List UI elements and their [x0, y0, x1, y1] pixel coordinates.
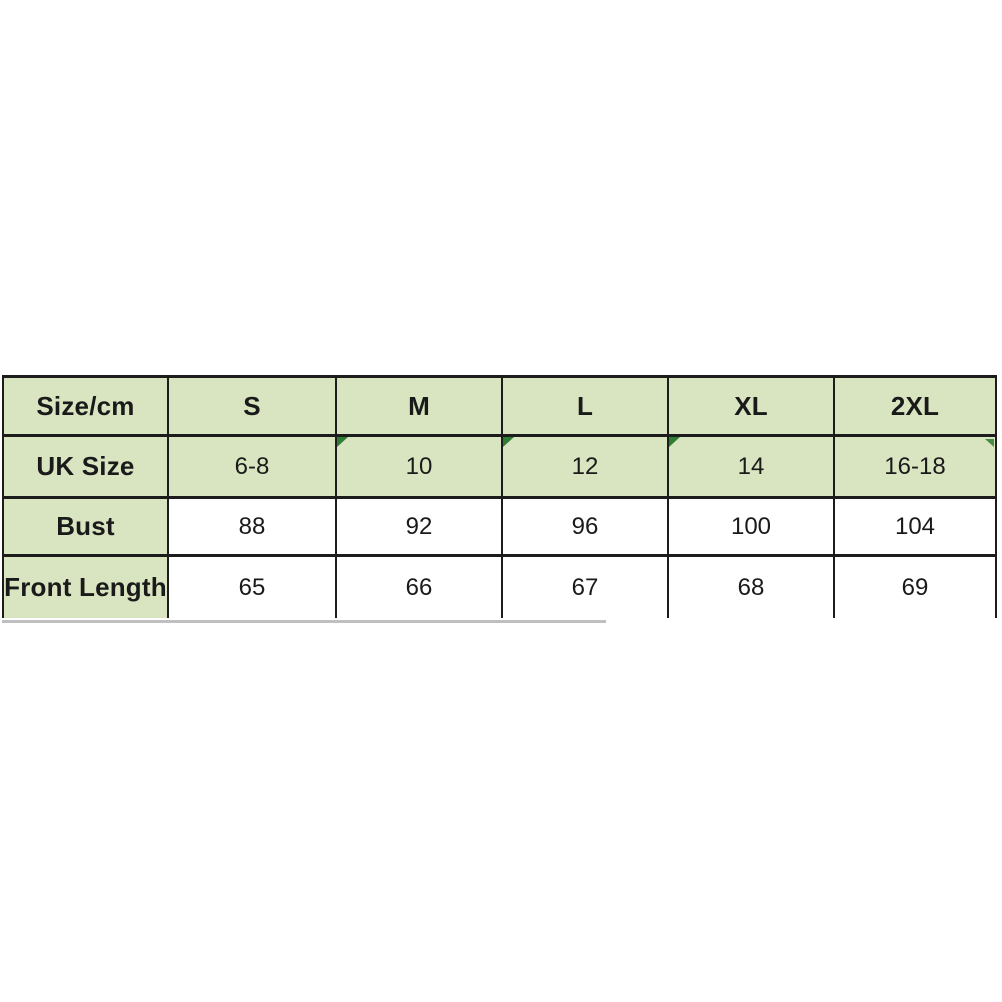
cell-front-length-s [169, 557, 337, 618]
cell-bust-m [337, 499, 503, 557]
cell-value: 92 [405, 512, 433, 540]
cell-flag-icon [337, 437, 348, 447]
cell-value: 104 [894, 512, 936, 540]
cell-value: 65 [238, 573, 266, 601]
cell-value: 14 [737, 452, 765, 480]
header-cell-title [4, 378, 169, 437]
cell-value: 69 [901, 573, 929, 601]
cell-value: 68 [737, 573, 765, 601]
cell-bust-xl [669, 499, 835, 557]
row-label-bust [4, 499, 169, 557]
row-label-uk-size [4, 437, 169, 499]
cell-bust-2xl [835, 499, 995, 557]
column-label-2xl: 2XL [890, 390, 940, 421]
cell-value: 12 [571, 452, 599, 480]
column-label-l: L [576, 390, 594, 421]
cell-uk-size-s [169, 437, 337, 499]
cell-front-length-xl [669, 557, 835, 618]
cell-bust-s [169, 499, 337, 557]
column-label-s: S [243, 390, 261, 421]
header-cell-s [169, 378, 337, 437]
cell-value: 6-8 [234, 452, 270, 480]
cell-value: 66 [405, 573, 433, 601]
cell-uk-size-m [337, 437, 503, 499]
cell-front-length-m [337, 557, 503, 618]
row-label-text: UK Size [36, 451, 135, 481]
cell-uk-size-xl [669, 437, 835, 499]
column-label-m: M [408, 390, 430, 421]
cell-flag-icon [503, 437, 514, 447]
row-label-text: Bust [56, 511, 115, 541]
row-label-front-length [4, 557, 169, 618]
table-title: Size/cm [36, 390, 135, 421]
cell-front-length-l [503, 557, 669, 618]
cell-value: 16-18 [884, 452, 946, 480]
header-cell-2xl [835, 378, 995, 437]
header-cell-l [503, 378, 669, 437]
cell-front-length-2xl [835, 557, 995, 618]
cell-uk-size-2xl [835, 437, 995, 499]
cell-value: 88 [238, 512, 266, 540]
row-label-text: Front Length [4, 572, 167, 602]
header-cell-xl [669, 378, 835, 437]
cell-flag-icon [669, 437, 680, 447]
header-cell-m [337, 378, 503, 437]
size-chart-table [2, 375, 997, 618]
cell-bust-l [503, 499, 669, 557]
cell-value: 67 [571, 573, 599, 601]
cell-value: 10 [405, 452, 433, 480]
cell-flag-icon [985, 439, 994, 447]
column-label-xl: XL [734, 390, 768, 421]
cell-value: 100 [730, 512, 772, 540]
partial-bottom-border-line [2, 620, 606, 623]
cell-uk-size-l [503, 437, 669, 499]
cell-value: 96 [571, 512, 599, 540]
